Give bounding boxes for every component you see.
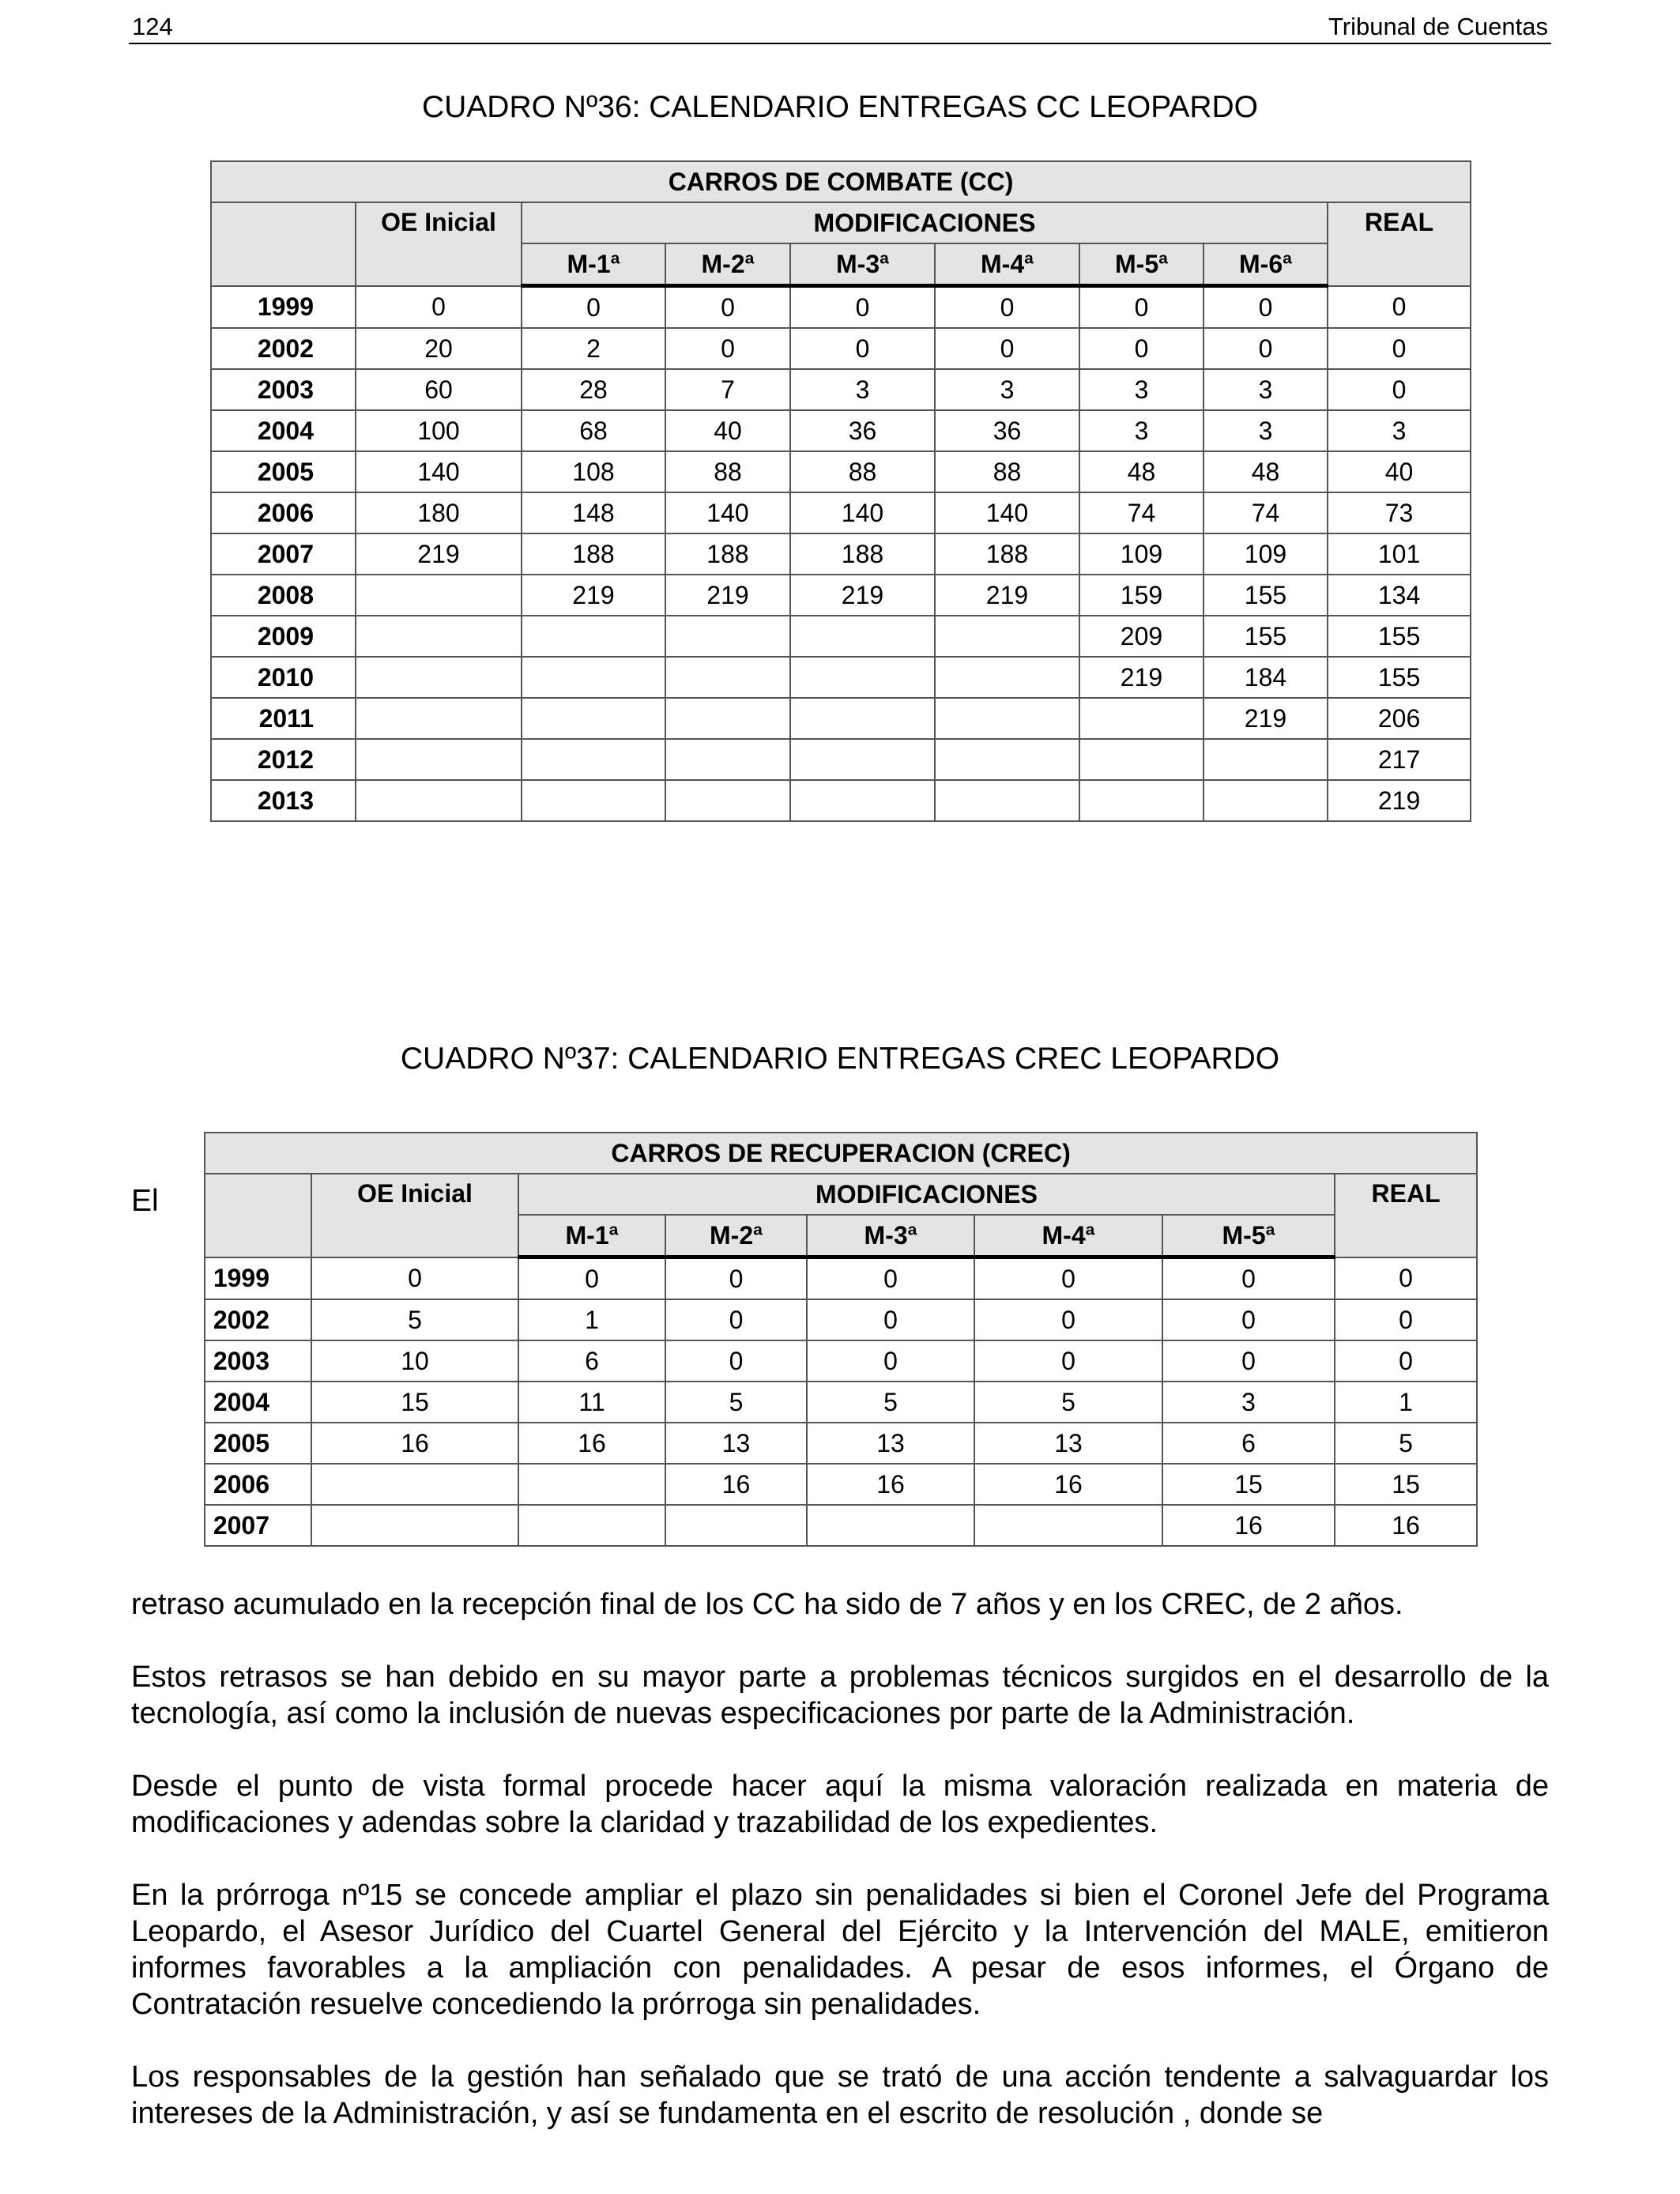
value-cell: 109 <box>1203 533 1328 575</box>
value-cell: 5 <box>1335 1423 1477 1464</box>
table37-body <box>205 1257 1477 1547</box>
value-cell: 184 <box>1203 657 1328 698</box>
table37-group-header: CARROS DE RECUPERACION (CREC) <box>205 1133 1477 1174</box>
value-cell <box>518 1464 665 1505</box>
value-cell: 155 <box>1328 616 1471 657</box>
table36-mod-header: MODIFICACIONES <box>522 202 1328 243</box>
value-cell: 15 <box>311 1382 518 1423</box>
year-cell: 2009 <box>211 616 356 657</box>
year-cell: 2011 <box>211 698 356 739</box>
value-cell: 16 <box>518 1423 665 1464</box>
value-cell <box>665 698 790 739</box>
value-cell: 0 <box>935 328 1079 369</box>
value-cell: 5 <box>311 1299 518 1340</box>
value-cell: 140 <box>665 492 790 533</box>
value-cell <box>1079 698 1203 739</box>
table37-mod-col-header: M-5ª <box>1162 1215 1335 1257</box>
value-cell: 0 <box>974 1299 1162 1340</box>
value-cell: 74 <box>1203 492 1328 533</box>
value-cell: 3 <box>1079 410 1203 451</box>
table37-mod-col-header: M-3ª <box>807 1215 974 1257</box>
value-cell: 159 <box>1079 575 1203 616</box>
value-cell: 40 <box>1328 451 1471 492</box>
value-cell: 219 <box>1079 657 1203 698</box>
table37-oe-header: OE Inicial <box>311 1174 518 1257</box>
value-cell: 73 <box>1328 492 1471 533</box>
year-cell: 2003 <box>205 1340 311 1382</box>
table-row <box>211 739 1471 780</box>
value-cell: 48 <box>1079 451 1203 492</box>
value-cell: 0 <box>518 1257 665 1300</box>
value-cell: 16 <box>1335 1505 1477 1546</box>
year-cell: 2005 <box>205 1423 311 1464</box>
value-cell: 36 <box>790 410 935 451</box>
value-cell: 0 <box>1079 286 1203 329</box>
table36 <box>210 160 1471 822</box>
year-cell: 1999 <box>205 1257 311 1300</box>
value-cell <box>935 616 1079 657</box>
value-cell <box>356 616 522 657</box>
table-row <box>211 286 1471 329</box>
value-cell: 0 <box>974 1257 1162 1300</box>
table36-mod-col-header: M-1ª <box>522 243 665 286</box>
paragraph: Desde el punto de vista formal procede hacer aquí la misma valoración realizada en materia de modificaciones y adendas sobre la claridad y trazabilidad de los expedientes. <box>131 1770 1549 1839</box>
value-cell: 13 <box>807 1423 974 1464</box>
body-text <box>131 1586 1549 2168</box>
value-cell: 11 <box>518 1382 665 1423</box>
value-cell: 140 <box>356 451 522 492</box>
value-cell: 74 <box>1079 492 1203 533</box>
value-cell <box>974 1505 1162 1546</box>
value-cell: 16 <box>1162 1505 1335 1546</box>
value-cell: 36 <box>935 410 1079 451</box>
year-cell: 2004 <box>205 1382 311 1423</box>
value-cell: 0 <box>1328 328 1471 369</box>
table37-mod-header: MODIFICACIONES <box>518 1174 1335 1215</box>
value-cell: 188 <box>665 533 790 575</box>
table36-mod-col-header: M-2ª <box>665 243 790 286</box>
year-cell: 2006 <box>205 1464 311 1505</box>
value-cell: 101 <box>1328 533 1471 575</box>
value-cell <box>935 780 1079 821</box>
value-cell: 108 <box>522 451 665 492</box>
value-cell: 10 <box>311 1340 518 1382</box>
value-cell <box>522 739 665 780</box>
table-row <box>211 533 1471 575</box>
table-row <box>205 1464 1477 1505</box>
value-cell: 219 <box>790 575 935 616</box>
value-cell <box>1203 739 1328 780</box>
value-cell: 6 <box>1162 1423 1335 1464</box>
value-cell: 180 <box>356 492 522 533</box>
value-cell: 109 <box>1079 533 1203 575</box>
table36-mod-col-header: M-3ª <box>790 243 935 286</box>
table-row <box>211 369 1471 410</box>
value-cell <box>356 698 522 739</box>
table-row <box>211 698 1471 739</box>
value-cell: 3 <box>1203 410 1328 451</box>
year-cell: 2013 <box>211 780 356 821</box>
year-cell: 2007 <box>205 1505 311 1546</box>
year-cell: 2004 <box>211 410 356 451</box>
table37 <box>204 1132 1478 1547</box>
table-row <box>205 1299 1477 1340</box>
table36-corner-cell <box>211 202 356 286</box>
value-cell: 15 <box>1162 1464 1335 1505</box>
value-cell: 219 <box>665 575 790 616</box>
value-cell: 188 <box>935 533 1079 575</box>
value-cell: 0 <box>1328 286 1471 329</box>
value-cell: 3 <box>935 369 1079 410</box>
value-cell <box>1203 780 1328 821</box>
value-cell: 206 <box>1328 698 1471 739</box>
table-row <box>211 575 1471 616</box>
value-cell: 140 <box>935 492 1079 533</box>
table36-real-header: REAL <box>1328 202 1471 286</box>
value-cell: 3 <box>1328 410 1471 451</box>
value-cell: 219 <box>935 575 1079 616</box>
value-cell: 155 <box>1203 575 1328 616</box>
value-cell: 188 <box>522 533 665 575</box>
value-cell: 6 <box>518 1340 665 1382</box>
value-cell <box>790 698 935 739</box>
value-cell: 28 <box>522 369 665 410</box>
value-cell: 140 <box>790 492 935 533</box>
value-cell: 0 <box>522 286 665 329</box>
value-cell: 7 <box>665 369 790 410</box>
value-cell <box>665 616 790 657</box>
year-cell: 2002 <box>211 328 356 369</box>
value-cell: 209 <box>1079 616 1203 657</box>
value-cell <box>522 698 665 739</box>
value-cell: 0 <box>790 328 935 369</box>
value-cell: 0 <box>807 1257 974 1300</box>
organization-name: Tribunal de Cuentas <box>1328 13 1548 40</box>
table36-body <box>211 286 1471 822</box>
value-cell <box>356 657 522 698</box>
value-cell: 5 <box>974 1382 1162 1423</box>
value-cell <box>356 739 522 780</box>
value-cell <box>935 739 1079 780</box>
table-row <box>211 451 1471 492</box>
value-cell: 48 <box>1203 451 1328 492</box>
value-cell: 0 <box>311 1257 518 1300</box>
table-row <box>205 1505 1477 1546</box>
value-cell: 0 <box>807 1340 974 1382</box>
value-cell: 3 <box>1162 1382 1335 1423</box>
value-cell: 0 <box>1203 328 1328 369</box>
table-row <box>211 328 1471 369</box>
value-cell <box>665 780 790 821</box>
value-cell: 3 <box>790 369 935 410</box>
value-cell: 0 <box>807 1299 974 1340</box>
value-cell <box>665 1505 807 1546</box>
value-cell: 16 <box>974 1464 1162 1505</box>
value-cell <box>356 780 522 821</box>
table-row <box>211 492 1471 533</box>
value-cell: 0 <box>665 1340 807 1382</box>
value-cell: 0 <box>1079 328 1203 369</box>
table-row <box>211 616 1471 657</box>
paragraph: Estos retrasos se han debido en su mayor parte a problemas técnicos surgidos en el desarrollo de la tecnología, así como la inclusión de nuevas especificaciones por parte de la Administración. <box>131 1661 1549 1730</box>
value-cell: 5 <box>807 1382 974 1423</box>
value-cell <box>790 780 935 821</box>
value-cell <box>522 657 665 698</box>
value-cell <box>1079 739 1203 780</box>
table36-mod-col-header: M-4ª <box>935 243 1079 286</box>
value-cell <box>935 657 1079 698</box>
value-cell: 155 <box>1203 616 1328 657</box>
value-cell <box>935 698 1079 739</box>
year-cell: 2002 <box>205 1299 311 1340</box>
value-cell: 134 <box>1328 575 1471 616</box>
paragraph: Los responsables de la gestión han señalado que se trató de una acción tendente a salvaguardar los intereses de la Administración, y así se fundamenta en el escrito de resolución , donde se <box>131 2060 1549 2130</box>
value-cell: 219 <box>1328 780 1471 821</box>
value-cell <box>665 739 790 780</box>
value-cell: 0 <box>935 286 1079 329</box>
value-cell: 0 <box>665 1299 807 1340</box>
year-cell: 2007 <box>211 533 356 575</box>
table-row <box>205 1257 1477 1300</box>
table37-mod-col-header: M-4ª <box>974 1215 1162 1257</box>
value-cell: 0 <box>665 1257 807 1300</box>
table36-mod-col-header: M-6ª <box>1203 243 1328 286</box>
value-cell: 88 <box>665 451 790 492</box>
table37-corner-cell <box>205 1174 311 1257</box>
year-cell: 2008 <box>211 575 356 616</box>
value-cell: 20 <box>356 328 522 369</box>
stray-word: El <box>131 1184 159 1218</box>
value-cell: 68 <box>522 410 665 451</box>
table-row <box>205 1340 1477 1382</box>
table36-oe-header: OE Inicial <box>356 202 522 286</box>
value-cell <box>807 1505 974 1546</box>
value-cell <box>790 616 935 657</box>
value-cell: 0 <box>1203 286 1328 329</box>
value-cell: 0 <box>665 328 790 369</box>
value-cell: 88 <box>790 451 935 492</box>
year-cell: 2003 <box>211 369 356 410</box>
value-cell: 13 <box>974 1423 1162 1464</box>
table-row <box>205 1382 1477 1423</box>
value-cell: 188 <box>790 533 935 575</box>
value-cell: 88 <box>935 451 1079 492</box>
value-cell: 13 <box>665 1423 807 1464</box>
value-cell: 219 <box>356 533 522 575</box>
value-cell: 16 <box>311 1423 518 1464</box>
value-cell: 60 <box>356 369 522 410</box>
table36-mod-col-header: M-5ª <box>1079 243 1203 286</box>
value-cell: 0 <box>665 286 790 329</box>
table-row <box>211 657 1471 698</box>
table-row <box>205 1423 1477 1464</box>
table37-caption: CUADRO Nº37: CALENDARIO ENTREGAS CREC LEOPARDO <box>400 1042 1280 1076</box>
value-cell: 0 <box>1162 1340 1335 1382</box>
table-row <box>211 410 1471 451</box>
value-cell: 0 <box>1162 1257 1335 1300</box>
page-number: 124 <box>132 13 173 40</box>
value-cell: 40 <box>665 410 790 451</box>
paragraph: En la prórroga nº15 se concede ampliar el plazo sin penalidades si bien el Coronel Jefe del Programa Leopardo, el Asesor Jurídico del Cuartel General del Ejército y la Intervención del MALE, emitieron informes favorables a la ampliación con penalidades. A pesar de esos informes, el Órgano de Contratación resuelve concediendo la prórroga sin penalidades. <box>131 1879 1549 2021</box>
value-cell <box>518 1505 665 1546</box>
value-cell: 3 <box>1203 369 1328 410</box>
year-cell: 2010 <box>211 657 356 698</box>
value-cell <box>790 657 935 698</box>
value-cell: 0 <box>356 286 522 329</box>
value-cell: 3 <box>1079 369 1203 410</box>
value-cell <box>665 657 790 698</box>
table37-mod-col-header: M-2ª <box>665 1215 807 1257</box>
value-cell: 16 <box>807 1464 974 1505</box>
value-cell: 1 <box>518 1299 665 1340</box>
paragraph: retraso acumulado en la recepción final de los CC ha sido de 7 años y en los CREC, de 2 años. <box>131 1588 1403 1621</box>
value-cell <box>356 575 522 616</box>
value-cell: 1 <box>1335 1382 1477 1423</box>
value-cell: 5 <box>665 1382 807 1423</box>
value-cell: 217 <box>1328 739 1471 780</box>
value-cell: 219 <box>522 575 665 616</box>
value-cell <box>311 1464 518 1505</box>
year-cell: 2012 <box>211 739 356 780</box>
value-cell: 15 <box>1335 1464 1477 1505</box>
table37-mod-col-header: M-1ª <box>518 1215 665 1257</box>
table36-group-header: CARROS DE COMBATE (CC) <box>211 161 1471 202</box>
value-cell: 0 <box>1335 1340 1477 1382</box>
value-cell <box>1079 780 1203 821</box>
year-cell: 2006 <box>211 492 356 533</box>
value-cell: 0 <box>1335 1257 1477 1300</box>
value-cell: 100 <box>356 410 522 451</box>
table37-real-header: REAL <box>1335 1174 1477 1257</box>
value-cell: 219 <box>1203 698 1328 739</box>
value-cell: 0 <box>974 1340 1162 1382</box>
year-cell: 2005 <box>211 451 356 492</box>
value-cell: 148 <box>522 492 665 533</box>
value-cell <box>522 616 665 657</box>
value-cell <box>311 1505 518 1546</box>
value-cell: 0 <box>1335 1299 1477 1340</box>
value-cell: 0 <box>1328 369 1471 410</box>
value-cell: 0 <box>790 286 935 329</box>
value-cell <box>790 739 935 780</box>
value-cell: 16 <box>665 1464 807 1505</box>
value-cell: 2 <box>522 328 665 369</box>
year-cell: 1999 <box>211 286 356 329</box>
table-row <box>211 780 1471 821</box>
page-header <box>129 9 1551 44</box>
value-cell: 0 <box>1162 1299 1335 1340</box>
value-cell: 155 <box>1328 657 1471 698</box>
table36-caption: CUADRO Nº36: CALENDARIO ENTREGAS CC LEOPARDO <box>421 90 1259 124</box>
value-cell <box>522 780 665 821</box>
